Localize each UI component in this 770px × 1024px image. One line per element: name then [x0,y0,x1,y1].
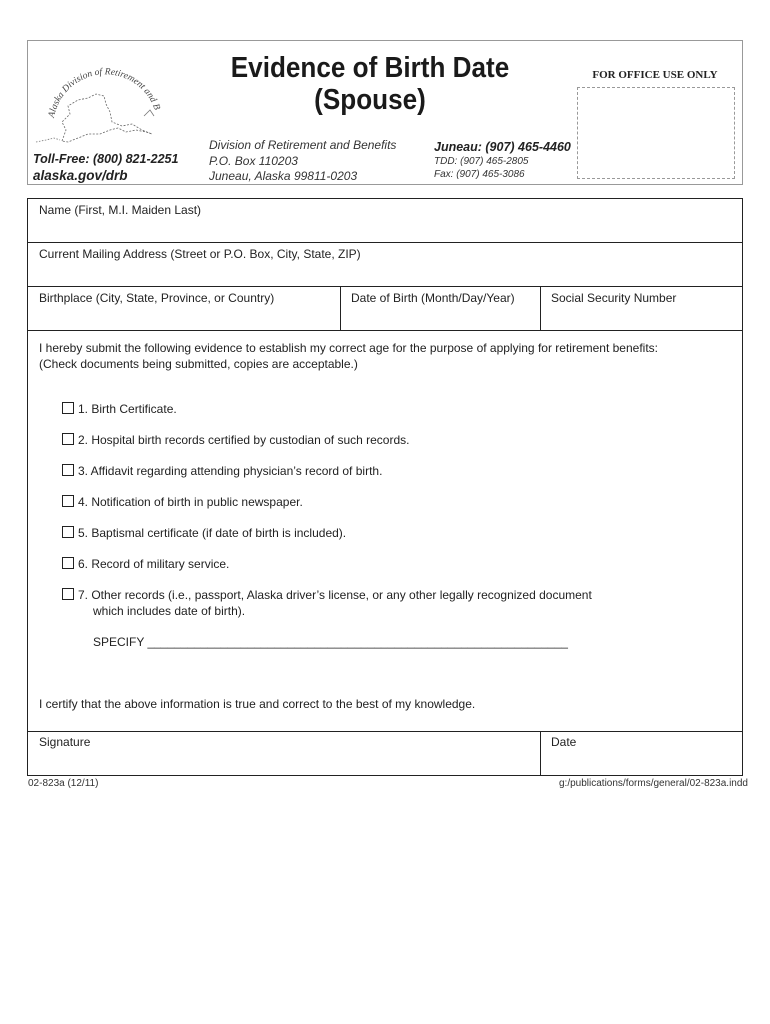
row-divider [28,286,742,287]
form-number: 02-823a (12/11) [28,778,99,789]
title-line-2: (Spouse) [314,84,426,116]
option-label: 5. Baptismal certificate (if date of birth is included). [78,526,347,540]
option-label: 6. Record of military service. [78,557,230,571]
signature-field-label: Signature [39,735,91,749]
office-use-box [577,87,735,179]
birthplace-field[interactable] [28,306,340,330]
option-other-records-line-2: which includes date of birth). [93,604,246,618]
option-label: 1. Birth Certificate. [78,402,177,416]
option-physician-affidavit[interactable] [62,463,382,479]
birthplace-field-label: Birthplace (City, State, Province, or Country) [39,291,275,305]
ssn-field-label: Social Security Number [551,291,677,305]
checkbox-icon[interactable] [62,588,74,600]
checkbox-icon[interactable] [62,464,74,476]
option-label: 3. Affidavit regarding attending physician’s record of birth. [78,464,383,478]
alaska-state-seal-icon [32,46,162,146]
address-line-2: P.O. Box 110203 [209,154,298,168]
row-divider [28,731,742,732]
svg-text:Alaska Division of Retirement: Alaska Division of Retirement and B [47,67,162,119]
juneau-phone: Juneau: (907) 465-4460 [434,140,571,154]
address-line-3: Juneau, Alaska 99811-0203 [209,169,358,183]
date-field-label: Date [551,735,577,749]
ssn-field[interactable] [541,306,742,330]
date-field[interactable] [541,750,742,774]
signature-field[interactable] [28,750,540,774]
address-line-1: Division of Retirement and Benefits [209,138,397,152]
tdd-phone: TDD: (907) 465-2805 [434,156,529,167]
form-title [217,52,523,116]
option-label: 4. Notification of birth in public newspaper. [78,495,303,509]
specify-field[interactable]: SPECIFY _______________________________________________________________ [93,635,568,649]
certification-statement: I certify that the above information is true and correct to the best of my knowledge. [39,697,476,711]
checkbox-icon[interactable] [62,526,74,538]
dob-field-label: Date of Birth (Month/Day/Year) [351,291,515,305]
checkbox-icon[interactable] [62,402,74,414]
option-military-record[interactable] [62,556,229,572]
website-link[interactable]: alaska.gov/drb [33,168,128,183]
file-path: g:/publications/forms/general/02-823a.indd [558,778,748,789]
option-other-records[interactable] [62,587,592,603]
dob-field[interactable] [341,306,540,330]
checkbox-icon[interactable] [62,495,74,507]
intro-text-line-2: (Check documents being submitted, copies are acceptable.) [39,357,358,371]
fax-number: Fax: (907) 465-3086 [434,169,525,180]
address-field-label: Current Mailing Address (Street or P.O. Box, City, State, ZIP) [39,247,361,261]
name-field-label: Name (First, M.I. Maiden Last) [39,203,202,217]
option-newspaper-notice[interactable] [62,494,303,510]
checkbox-icon[interactable] [62,433,74,445]
option-baptismal-certificate[interactable] [62,525,346,541]
option-label: 2. Hospital birth records certified by custodian of such records. [78,433,410,447]
toll-free-phone: Toll-Free: (800) 821-2251 [33,152,179,166]
checkbox-icon[interactable] [62,557,74,569]
option-birth-certificate[interactable] [62,401,177,417]
intro-text-line-1: I hereby submit the following evidence to establish my correct age for the purpose of applying for retirement benefits: [39,341,658,355]
row-divider [28,330,742,331]
option-label: 7. Other records (i.e., passport, Alaska driver’s license, or any other legally recognized document [78,588,592,602]
address-field[interactable] [28,262,742,286]
name-field[interactable] [28,218,742,242]
option-hospital-records[interactable] [62,432,410,448]
office-use-label: FOR OFFICE USE ONLY [592,69,718,81]
row-divider [28,242,742,243]
title-line-1: Evidence of Birth Date [230,52,510,84]
